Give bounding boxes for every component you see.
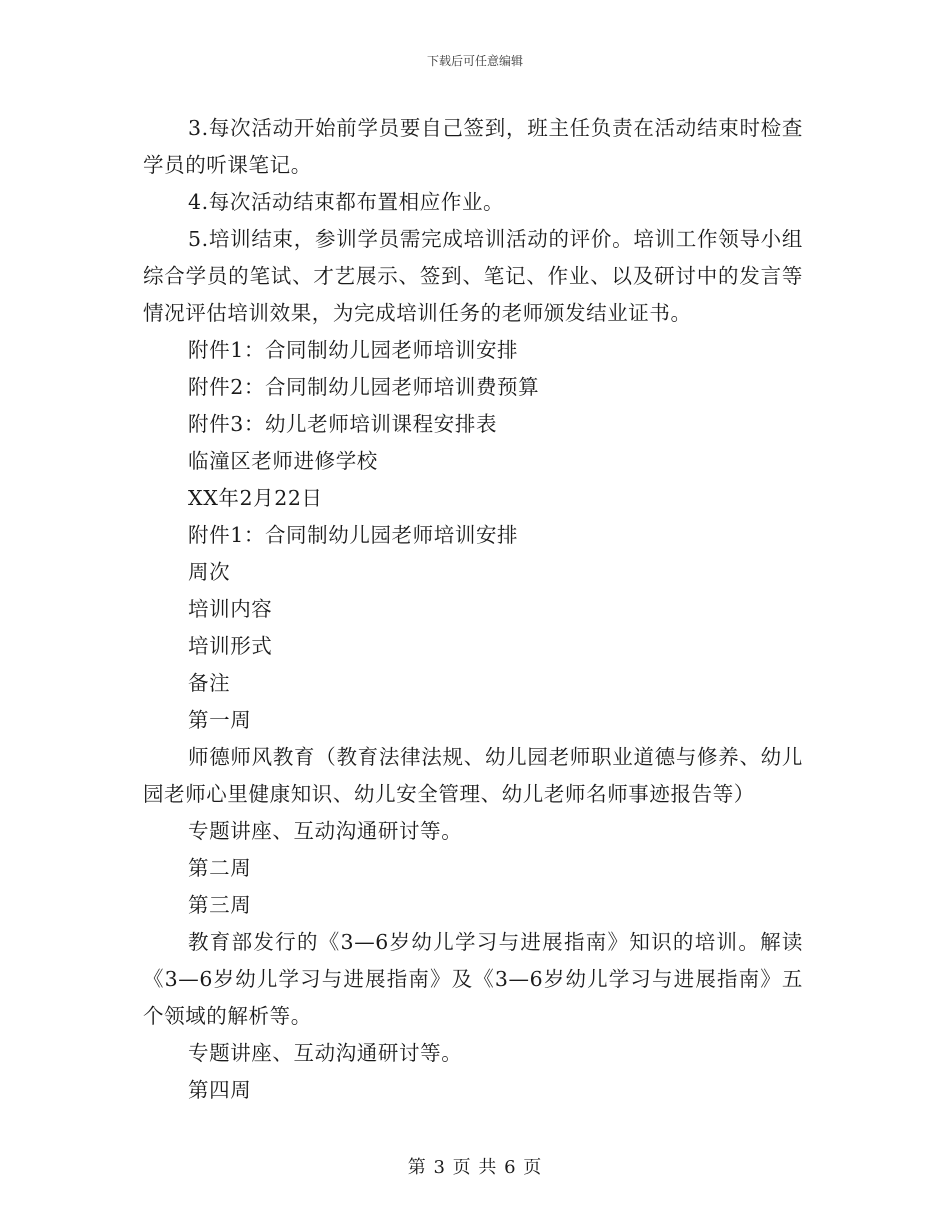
column-week: 周次 bbox=[188, 560, 231, 584]
week-1-format: 专题讲座、互动沟通研讨等。 bbox=[188, 819, 463, 843]
week-1-label: 第一周 bbox=[188, 708, 252, 732]
week-2-label: 第二周 bbox=[188, 856, 252, 880]
week-3-label: 第三周 bbox=[188, 893, 252, 917]
page-header: 下载后可任意编辑 bbox=[426, 54, 523, 68]
column-notes: 备注 bbox=[188, 671, 231, 695]
week-3-content: 教育部发行的《3—6岁幼儿学习与进展指南》知识的培训。解读《3—6岁幼儿学习与进展指南》及《3—6岁幼儿学习与进展指南》五个领域的解析等。 bbox=[143, 930, 803, 1028]
week-3-format: 专题讲座、互动沟通研讨等。 bbox=[188, 1041, 463, 1065]
paragraph-item-4: 4.每次活动结束都布置相应作业。 bbox=[188, 190, 505, 214]
attachment-3-line: 附件3：幼儿老师培训课程安排表 bbox=[188, 412, 498, 436]
document-body bbox=[143, 110, 803, 1109]
attachment-1-title: 附件1：合同制幼儿园老师培训安排 bbox=[188, 523, 519, 547]
page-footer: 第 3 页 共 6 页 bbox=[407, 1157, 543, 1178]
issuer-name: 临潼区老师进修学校 bbox=[188, 449, 378, 473]
week-1-content: 师德师风教育（教育法律法规、幼儿园老师职业道德与修养、幼儿园老师心里健康知识、幼儿安全管理、幼儿老师名师事迹报告等） bbox=[143, 745, 803, 806]
column-content: 培训内容 bbox=[188, 597, 273, 621]
week-4-label: 第四周 bbox=[188, 1078, 252, 1102]
attachment-1-line: 附件1：合同制幼儿园老师培训安排 bbox=[188, 338, 519, 362]
paragraph-item-3: 3.每次活动开始前学员要自己签到，班主任负责在活动结束时检查学员的听课笔记。 bbox=[143, 116, 803, 177]
column-format: 培训形式 bbox=[188, 634, 273, 658]
issue-date: XX年2月22日 bbox=[188, 486, 323, 510]
attachment-2-line: 附件2：合同制幼儿园老师培训费预算 bbox=[188, 375, 540, 399]
paragraph-item-5: 5.培训结束，参训学员需完成培训活动的评价。培训工作领导小组综合学员的笔试、才艺展示、签到、笔记、作业、以及研讨中的发言等情况评估培训效果，为完成培训任务的老师颁发结业证书。 bbox=[143, 227, 803, 325]
